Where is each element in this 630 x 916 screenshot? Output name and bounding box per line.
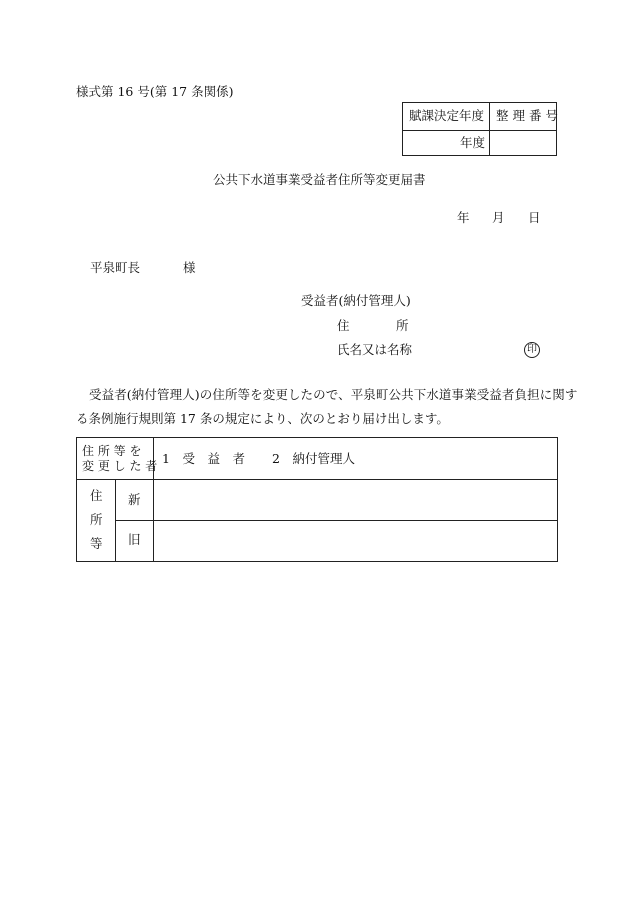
changer-label-line-2: 変 更 し た 者 (82, 459, 158, 473)
address-char-3: 等 (90, 536, 103, 551)
applicant-address-label-1: 住 (337, 318, 350, 333)
changer-label-line-1: 住 所 等 を (82, 444, 142, 458)
body-text-line-2: る条例施行規則第 17 条の規定により、次のとおり届け出します。 (76, 411, 449, 426)
office-use-box (402, 102, 557, 156)
addressee-mayor: 平泉町長 (90, 260, 141, 275)
option-beneficiary: 1 受 益 者 (162, 451, 245, 466)
office-box-divider-horizontal (403, 130, 556, 131)
date-day-label: 日 (528, 210, 541, 225)
seal-mark: 印 (524, 342, 540, 358)
form-number: 様式第 16 号(第 17 条関係) (76, 84, 234, 99)
address-char-1: 住 (90, 488, 103, 503)
date-year-label: 年 (457, 210, 470, 225)
date-month-label: 月 (492, 210, 505, 225)
option-payment-manager: 2 納付管理人 (272, 451, 355, 466)
new-address-label: 新 (128, 492, 141, 507)
office-box-divider-vertical (489, 103, 490, 155)
applicant-address-label-2: 所 (396, 318, 409, 333)
reference-number-label: 整 理 番 号 (496, 108, 558, 123)
change-table (76, 437, 558, 562)
new-address-field[interactable] (154, 480, 557, 520)
table-col-divider (115, 479, 116, 561)
document-title: 公共下水道事業受益者住所等変更届書 (213, 172, 426, 187)
year-suffix-label: 年度 (460, 135, 486, 150)
address-char-2: 所 (90, 512, 103, 527)
applicant-name-label: 氏名又は名称 (337, 342, 413, 357)
old-address-label: 旧 (128, 532, 141, 547)
fiscal-year-decision-label: 賦課決定年度 (409, 108, 485, 123)
addressee-honorific: 様 (183, 260, 196, 275)
applicant-heading: 受益者(納付管理人) (301, 293, 411, 308)
old-address-field[interactable] (154, 521, 557, 561)
body-text-line-1: 受益者(納付管理人)の住所等を変更したので、平泉町公共下水道事業受益者負担に関す (89, 387, 578, 402)
